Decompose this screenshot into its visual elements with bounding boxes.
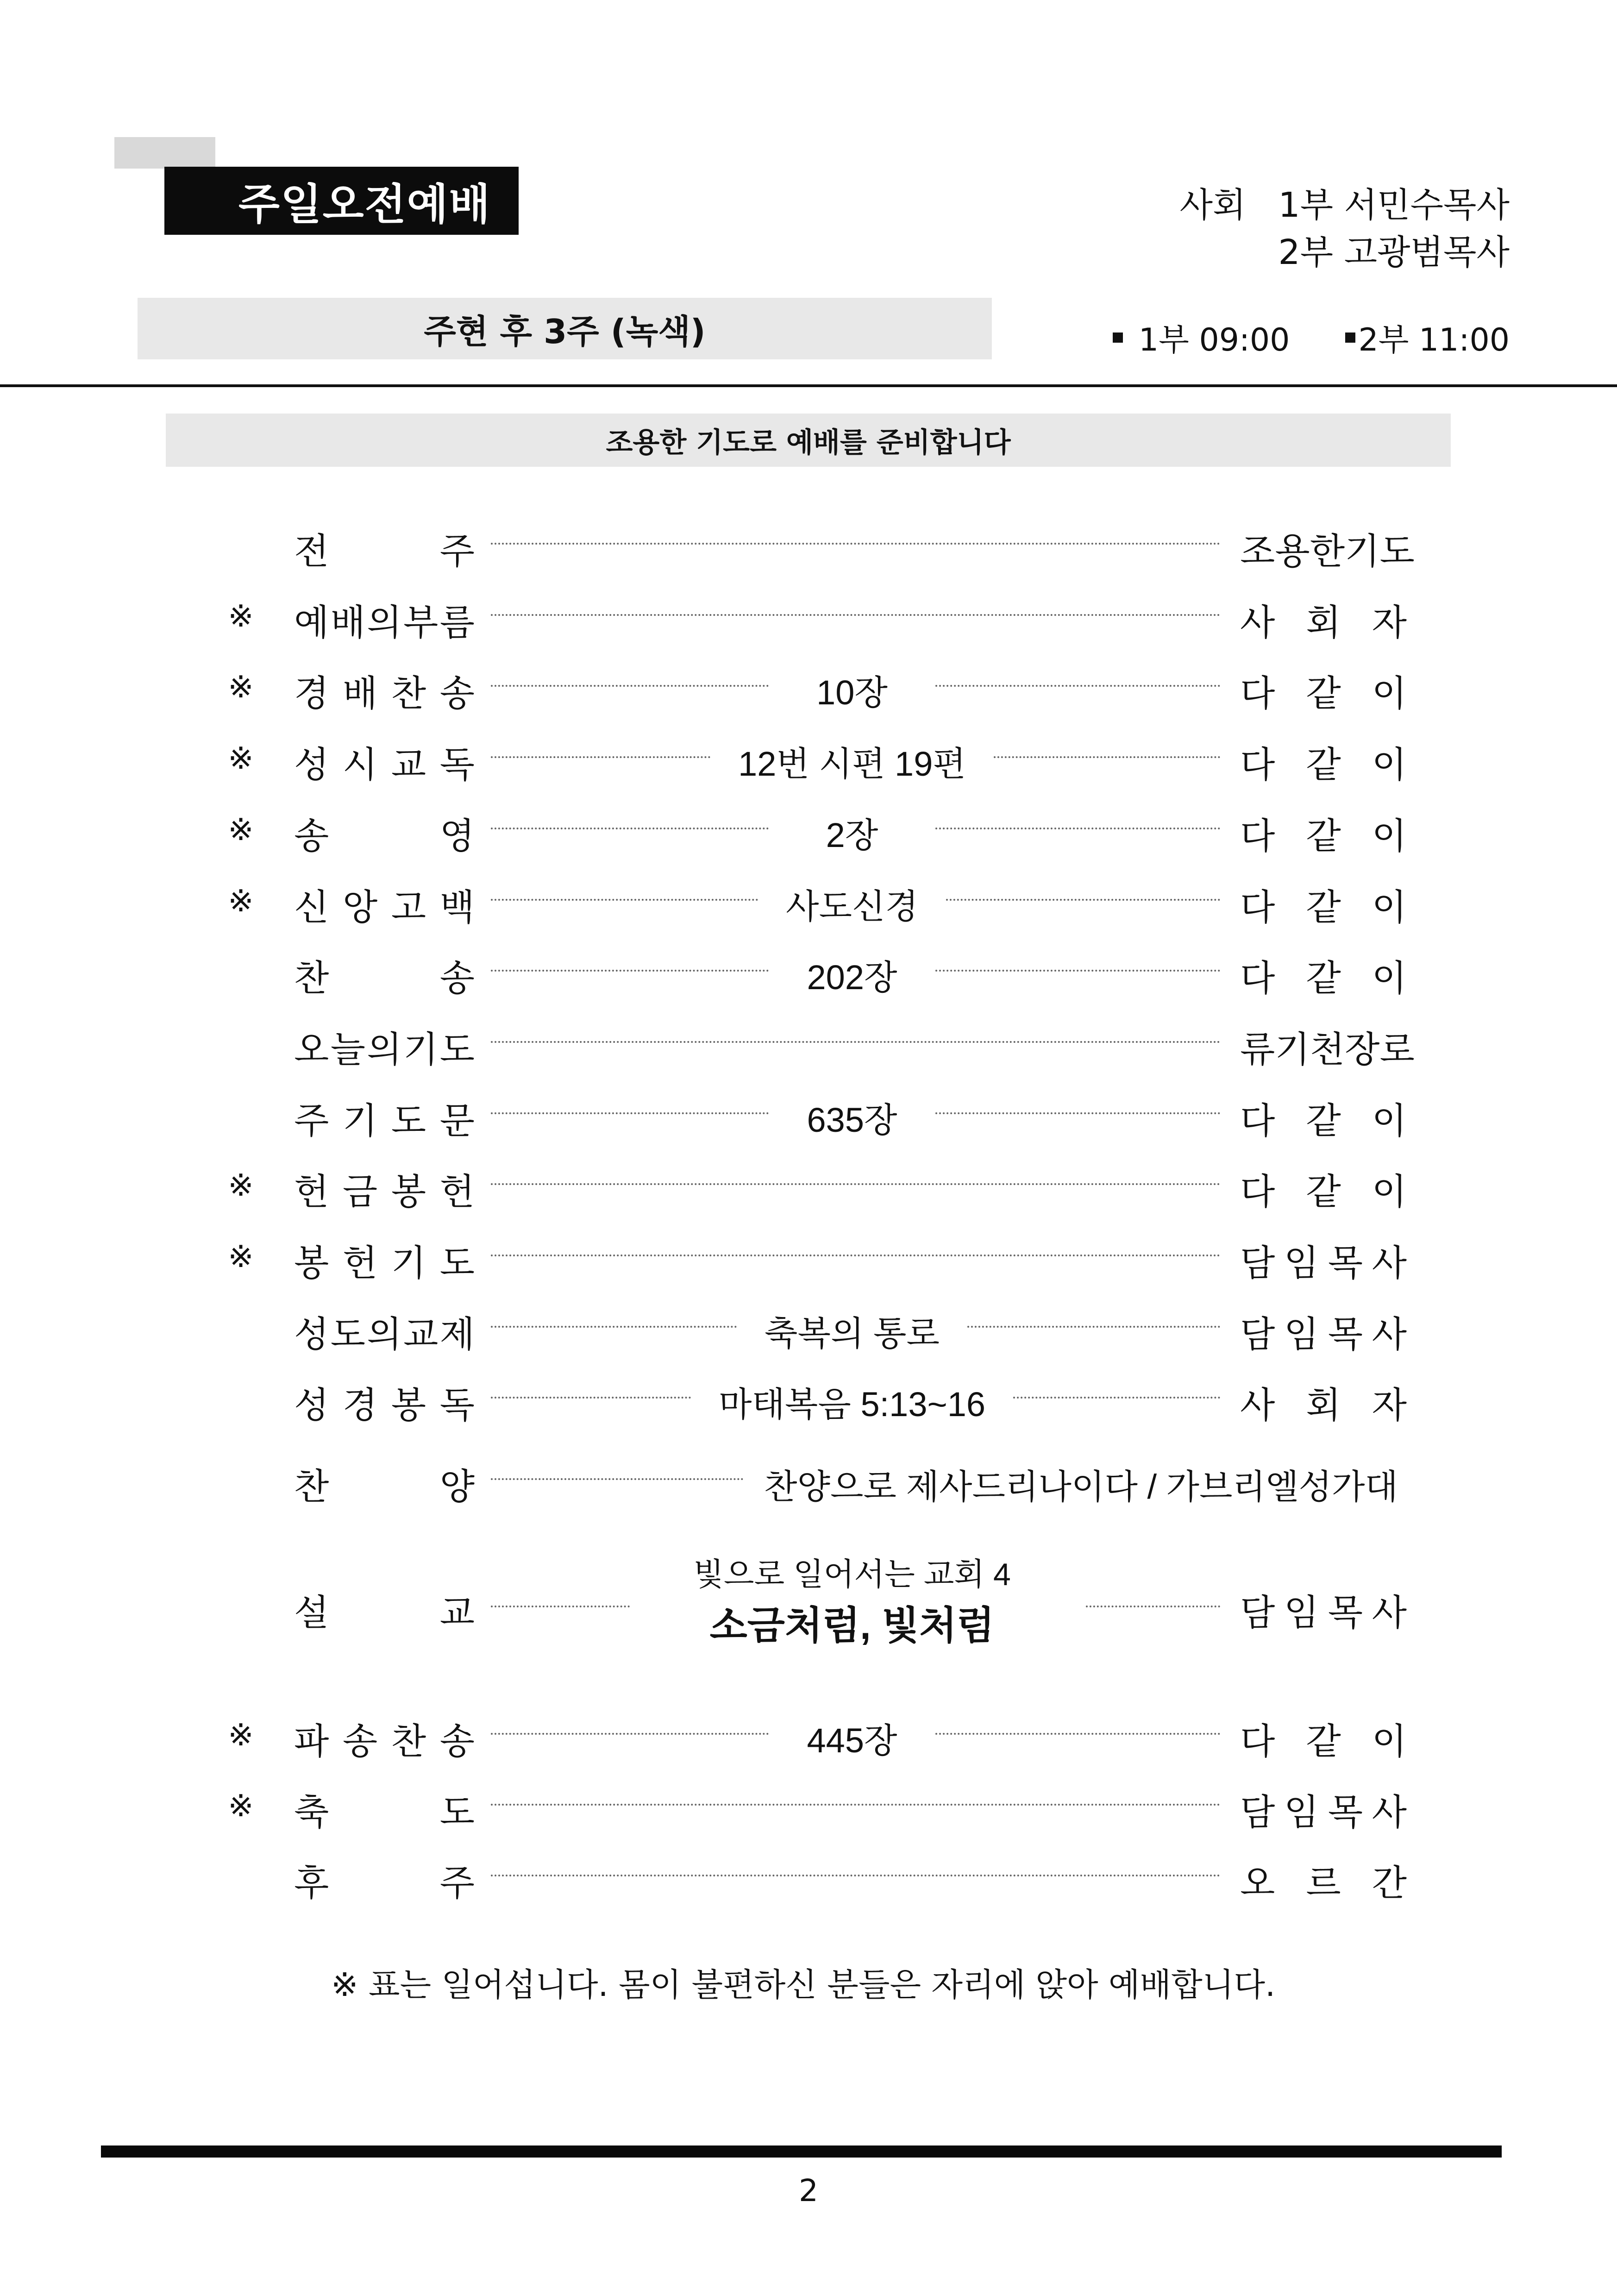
order-responsible: 다 같 이 [1240,1100,1407,1142]
order-row [0,1230,1617,1284]
leader-dots [1013,1397,1220,1399]
leader-dots [1086,1606,1220,1607]
order-responsible: 다 같 이 [1240,744,1407,786]
leader-dots [491,1112,769,1114]
host-line-1: 1부 서민수목사 [1278,185,1510,225]
host-label: 사회 [1179,185,1246,225]
order-row [0,875,1617,928]
service-title [164,167,519,235]
sermon-subtitle: 빛으로 일어서는 교회 4 [693,1557,1011,1592]
order-responsible: 다 같 이 [1240,887,1407,928]
leader-dots [491,1733,769,1735]
order-row [0,1780,1617,1833]
service-times [1113,315,1510,360]
order-label: 찬 양 [294,1466,475,1508]
standing-mark: ※ [228,669,254,705]
season-banner [138,298,992,359]
order-label: 신 앙 고 백 [294,887,475,928]
anthem-text: 찬양으로 제사드리나이다 / 가브리엘성가대 [764,1468,1398,1506]
page-number: 2 [799,2173,818,2208]
standing-mark: ※ [228,598,254,634]
order-label: 예 배 의 부 름 [294,602,475,644]
order-label: 축 도 [294,1792,475,1833]
order-detail: 10장 [816,673,888,712]
leader-dots [935,828,1220,829]
order-row [0,1302,1617,1355]
sermon-title: 소금처럼, 빛처럼 [709,1604,995,1647]
leader-dots [491,1183,1220,1185]
leader-dots [935,1112,1220,1114]
host-line-2: 2부 고광범목사 [1278,232,1510,272]
order-row [0,1709,1617,1763]
order-row [0,946,1617,999]
order-label: 성 경 봉 독 [294,1385,475,1426]
order-detail: 12번 시편 19편 [738,745,966,783]
leader-dots [491,1606,630,1607]
sermon-text [639,1549,1065,1651]
standing-mark: ※ [228,883,254,919]
order-row [0,1088,1617,1142]
leader-dots [491,614,1220,616]
order-detail: 635장 [807,1101,897,1139]
leader-dots [967,1326,1220,1328]
order-label: 송 영 [294,816,475,857]
order-responsible: 다 같 이 [1240,958,1407,999]
order-row [0,803,1617,857]
order-responsible: 다 같 이 [1240,1171,1407,1213]
order-label: 봉 헌 기 도 [294,1242,475,1284]
order-responsible: 오 르 간 [1240,1863,1407,1904]
leader-dots [491,828,769,829]
order-responsible: 다 같 이 [1240,673,1407,715]
order-responsible: 사 회 자 [1240,1385,1407,1426]
standing-mark: ※ [228,1717,254,1753]
sermon-row [0,1549,1617,1669]
leader-dots [491,1804,1220,1806]
leader-dots [946,899,1220,901]
order-label: 헌 금 봉 헌 [294,1171,475,1213]
standing-mark: ※ [228,1788,254,1824]
order-responsible: 다 같 이 [1240,1721,1407,1763]
order-label: 후 주 [294,1863,475,1904]
order-row [0,661,1617,715]
leader-dots [935,970,1220,972]
bullet-square-icon [1113,332,1123,343]
leader-dots [491,1041,1220,1043]
order-label: 경 배 찬 송 [294,673,475,715]
standing-mark: ※ [228,812,254,847]
leader-dots [491,899,758,901]
leader-dots [491,1326,737,1328]
order-detail: 2장 [826,816,878,854]
order-row [0,1159,1617,1213]
service-title-text: 주일오전예배 [238,179,491,229]
leader-dots [491,1478,743,1480]
order-label: 오 늘 의 기 도 [294,1029,475,1071]
time-second: 2부 11:00 [1358,322,1510,358]
order-detail: 마태복음 5:13~16 [718,1385,986,1424]
header-divider [0,384,1617,387]
order-label: 성 도 의 교 제 [294,1314,475,1355]
order-row [0,1017,1617,1071]
season-text: 주현 후 3주 (녹색) [424,312,706,351]
order-responsible: 담 임 목 사 [1240,1242,1407,1284]
order-label: 주 기 도 문 [294,1100,475,1142]
leader-dots [491,756,710,758]
leader-dots [935,685,1220,687]
leader-dots [935,1733,1220,1735]
host-block [1180,182,1510,276]
leader-dots [491,970,769,972]
order-detail: 202장 [807,958,897,997]
order-responsible: 담 임 목 사 [1240,1792,1407,1833]
order-responsible: 담 임 목 사 [1240,1592,1407,1634]
corner-accent-bar [114,137,215,169]
order-label: 설 교 [294,1592,475,1634]
order-responsible: 조 용 한 기 도 [1240,531,1415,572]
standing-mark: ※ [228,740,254,776]
time-first: 1부 09:00 [1138,322,1290,358]
order-label: 파 송 찬 송 [294,1721,475,1763]
standing-mark: ※ [228,1167,254,1203]
order-detail: 445장 [807,1721,897,1760]
order-label: 찬 송 [294,958,475,999]
order-responsible: 사 회 자 [1240,602,1407,644]
order-row [0,732,1617,786]
leader-dots [491,1397,691,1399]
leader-dots [994,756,1220,758]
anthem-row [0,1454,1617,1508]
footer-divider [101,2145,1502,2158]
leader-dots [491,685,769,687]
order-row [0,590,1617,644]
leader-dots [491,1875,1220,1876]
preparation-text: 조용한 기도로 예배를 준비합니다 [606,426,1011,459]
leader-dots [491,1255,1220,1256]
order-label: 전 주 [294,531,475,572]
preparation-banner [166,414,1451,467]
order-detail: 사도신경 [786,887,918,926]
order-responsible: 담 임 목 사 [1240,1314,1407,1355]
leader-dots [491,543,1220,545]
standing-note: ※ 표는 일어섭니다. 몸이 불편하신 분들은 자리에 앉아 예배합니다. [331,1966,1276,2004]
order-detail: 축복의 통로 [765,1314,940,1353]
standing-mark: ※ [228,1239,254,1274]
order-row [0,519,1617,572]
bullet-square-icon [1345,332,1355,343]
order-responsible: 류 기 천 장 로 [1240,1029,1415,1071]
order-label: 성 시 교 독 [294,744,475,786]
order-row [0,1851,1617,1904]
order-row [0,1373,1617,1426]
order-responsible: 다 같 이 [1240,816,1407,857]
